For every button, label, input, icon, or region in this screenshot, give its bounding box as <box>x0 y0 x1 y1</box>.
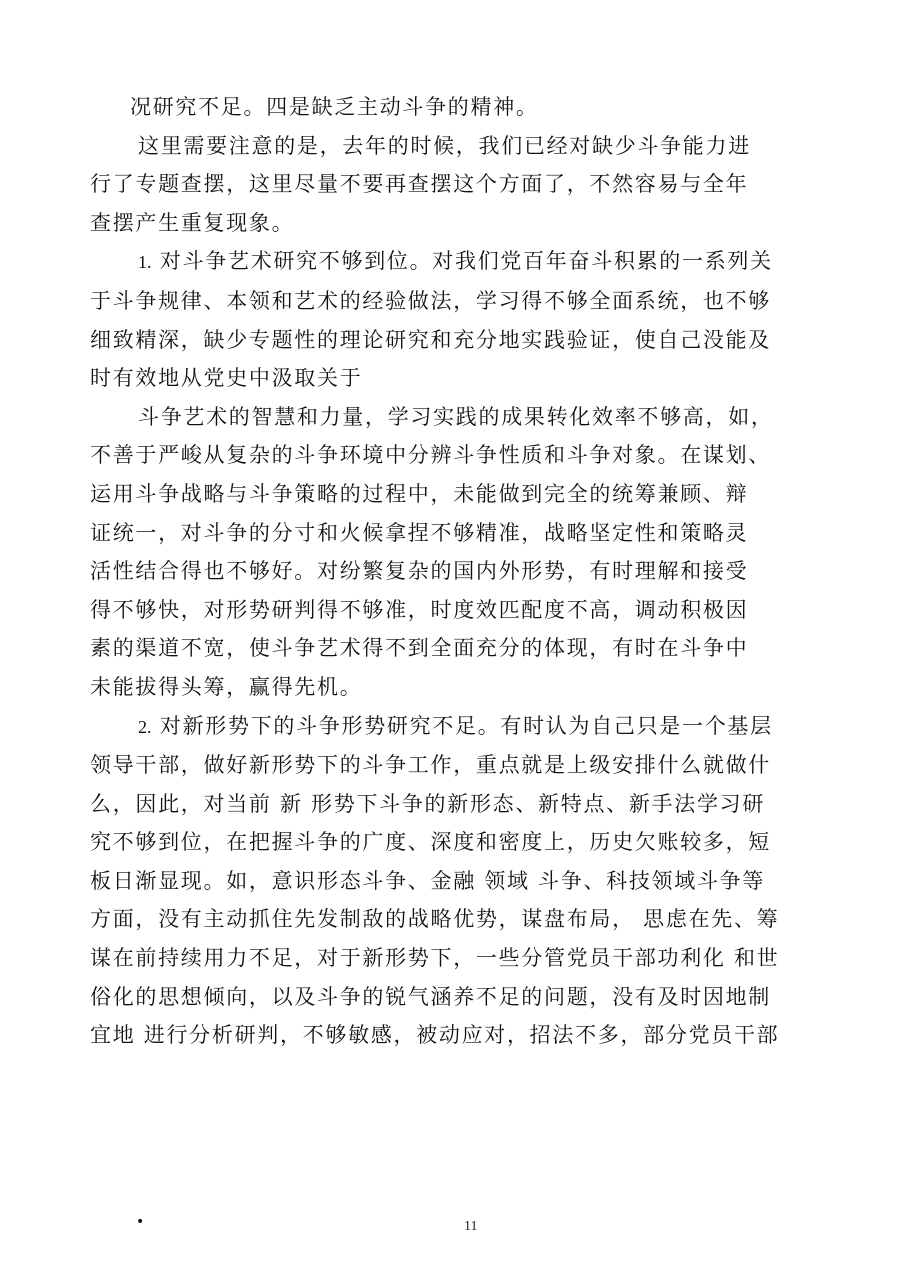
text-line-numbered <box>90 242 834 282</box>
text-line: 查摆产生重复现象。 <box>90 210 295 235</box>
text-line: 细致精深，缺少专题性的理论研究和充分地实践验证，使自己没能及 <box>90 327 771 352</box>
paragraph-note <box>90 127 834 243</box>
text-line: 得不够快，对形势研判得不够准，时度效匹配度不高，调动积极因 <box>90 597 749 622</box>
page-number: 11 <box>464 1219 478 1234</box>
text-line: 领导干部，做好新形势下的斗争工作，重点就是上级安排什么就做什 <box>90 753 771 778</box>
item-number: 2. <box>138 716 152 737</box>
paragraph-item-1-cont <box>90 398 834 707</box>
paragraph-continuation <box>90 88 834 127</box>
item-number: 1. <box>138 252 152 273</box>
text-line: 对斗争艺术研究不够到位。对我们党百年奋斗积累的一系列关 <box>159 249 773 274</box>
text-line: 斗争艺术的智慧和力量，学习实践的成果转化效率不够高，如， <box>138 404 774 429</box>
text-line: 究不够到位，在把握斗争的广度、深度和密度上，历史欠账较多，短 <box>90 830 771 855</box>
footer-bullet: • <box>136 1214 145 1230</box>
text-line: 运用斗争战略与斗争策略的过程中，未能做到完全的统筹兼顾、辩 <box>90 481 749 506</box>
text-line: 证统一，对斗争的分寸和火候拿捏不够精准，战略坚定性和策略灵 <box>90 520 749 545</box>
text-line: 谋在前持续用力不足，对于新形势下，一些分管党员干部功利化 和世 <box>90 946 780 971</box>
text-line: 宜地 进行分析研判，不够敏感，被动应对，招法不多，部分党员干部 <box>90 1023 780 1048</box>
text-line: 方面，没有主动抓住先发制敌的战略优势，谋盘布局， 思虑在先、筹 <box>90 907 780 932</box>
text-line: 行了专题查摆，这里尽量不要再查摆这个方面了，不然容易与全年 <box>90 172 749 197</box>
paragraph-item-2 <box>90 707 834 1055</box>
text-line: 俗化的思想倾向，以及斗争的锐气涵养不足的问题，没有及时因地制 <box>90 984 771 1009</box>
text-line: 况研究不足。四是缺乏主动斗争的精神。 <box>130 95 539 119</box>
text-line: 板日渐显现。如，意识形态斗争、金融 领域 斗争、科技领域斗争等 <box>90 868 766 893</box>
text-line: 对新形势下的斗争形势研究不足。有时认为自己只是一个基层 <box>159 713 773 738</box>
text-line: 素的渠道不宽，使斗争艺术得不到全面充分的体现，有时在斗争中 <box>90 636 749 661</box>
text-line: 时有效地从党史中汲取关于 <box>90 366 363 391</box>
paragraph-item-1 <box>90 242 834 397</box>
text-line: 么，因此，对当前 新 形势下斗争的新形态、新特点、新手法学习研 <box>90 791 766 816</box>
document-body <box>90 88 834 1055</box>
text-line: 于斗争规律、本领和艺术的经验做法，学习得不够全面系统，也不够 <box>90 288 771 313</box>
text-line: 未能拔得头筹，赢得先机。 <box>90 674 363 699</box>
text-line: 不善于严峻从复杂的斗争环境中分辨斗争性质和斗争对象。在谋划、 <box>90 443 771 468</box>
text-line: 活性结合得也不够好。对纷繁复杂的国内外形势，有时理解和接受 <box>90 559 749 584</box>
text-line: 这里需要注意的是，去年的时候，我们已经对缺少斗争能力进 <box>138 133 751 158</box>
text-line-numbered <box>90 707 834 747</box>
